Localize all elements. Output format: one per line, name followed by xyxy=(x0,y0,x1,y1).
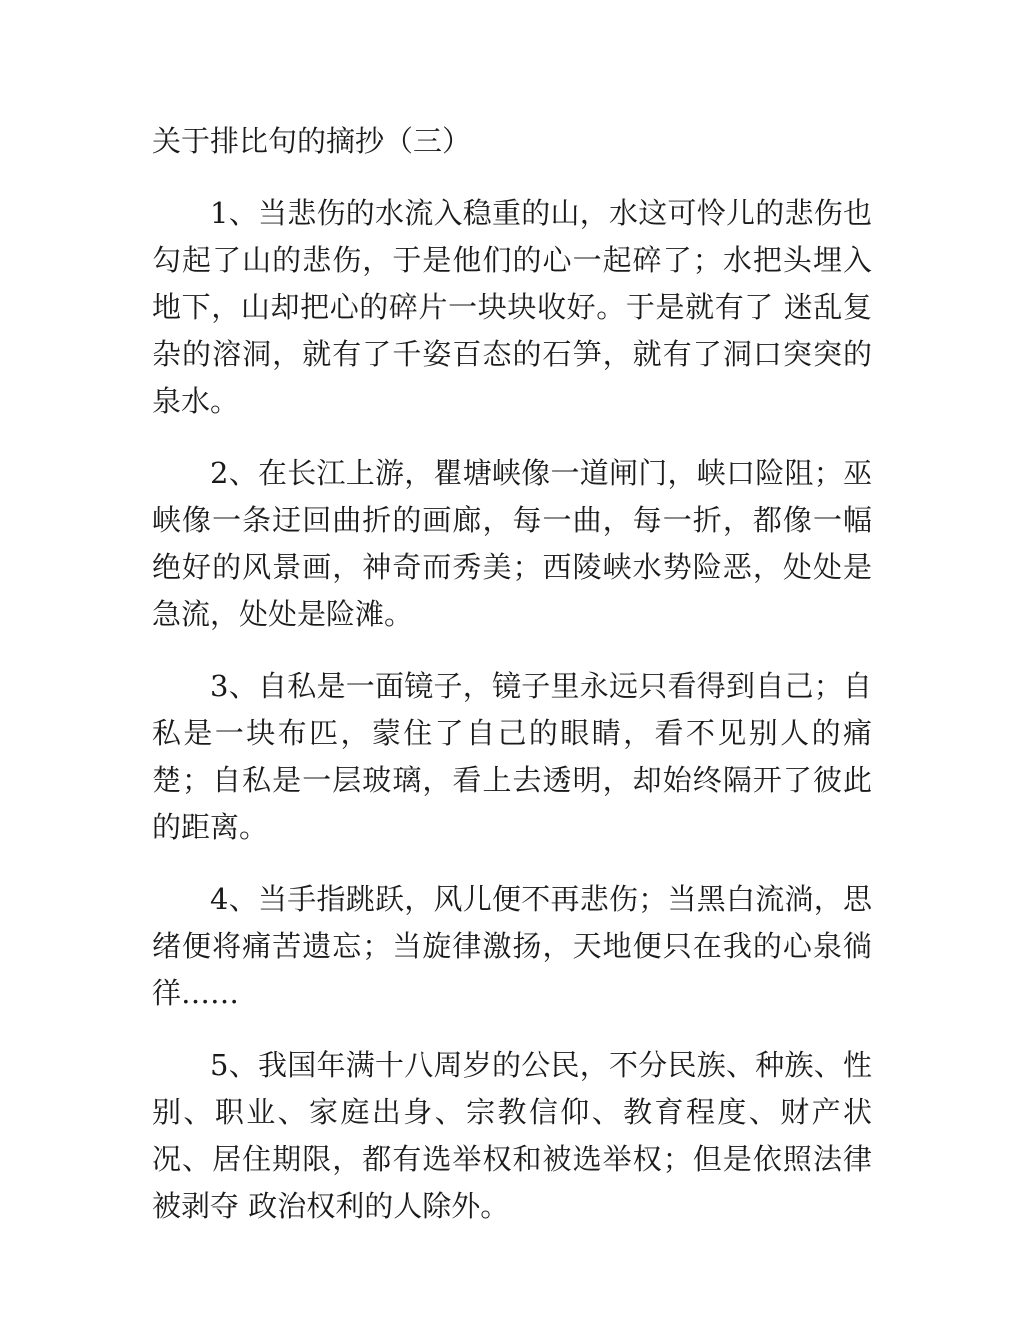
paragraph-4: 4、当手指跳跃，风儿便不再悲伤；当黑白流淌，思绪便将痛苦遗忘；当旋律激扬，天地便只在我的心泉徜徉…… xyxy=(152,882,872,1010)
paragraph-2: 2、在长江上游，瞿塘峡像一道闸门，峡口险阻；巫峡像一条迂回曲折的画廊，每一曲，每一折，都像一幅绝好的风景画，神奇而秀美；西陵峡水势险恶，处处是急流，处处是险滩。 xyxy=(152,456,872,631)
paragraph-1: 1、当悲伤的水流入稳重的山，水这可怜儿的悲伤也勾起了山的悲伤，于是他们的心一起碎了；水把头埋入地下，山却把心的碎片一块块收好。于是就有了 迷乱复杂的溶洞，就有了千姿百态的石笋，就有了洞口突突的泉水。 xyxy=(152,196,872,418)
document-title: 关于排比句的摘抄（三） xyxy=(152,124,472,158)
paragraph-5: 5、我国年满十八周岁的公民，不分民族、种族、性别、职业、家庭出身、宗教信仰、教育程度、财产状况、居住期限，都有选举权和被选举权；但是依照法律被剥夺 政治权利的人除外。 xyxy=(152,1048,872,1223)
paragraph-3: 3、自私是一面镜子，镜子里永远只看得到自己；自私是一块布匹，蒙住了自己的眼睛，看不见别人的痛楚；自私是一层玻璃，看上去透明，却始终隔开了彼此的距离。 xyxy=(152,669,872,844)
document-body xyxy=(152,118,872,1255)
